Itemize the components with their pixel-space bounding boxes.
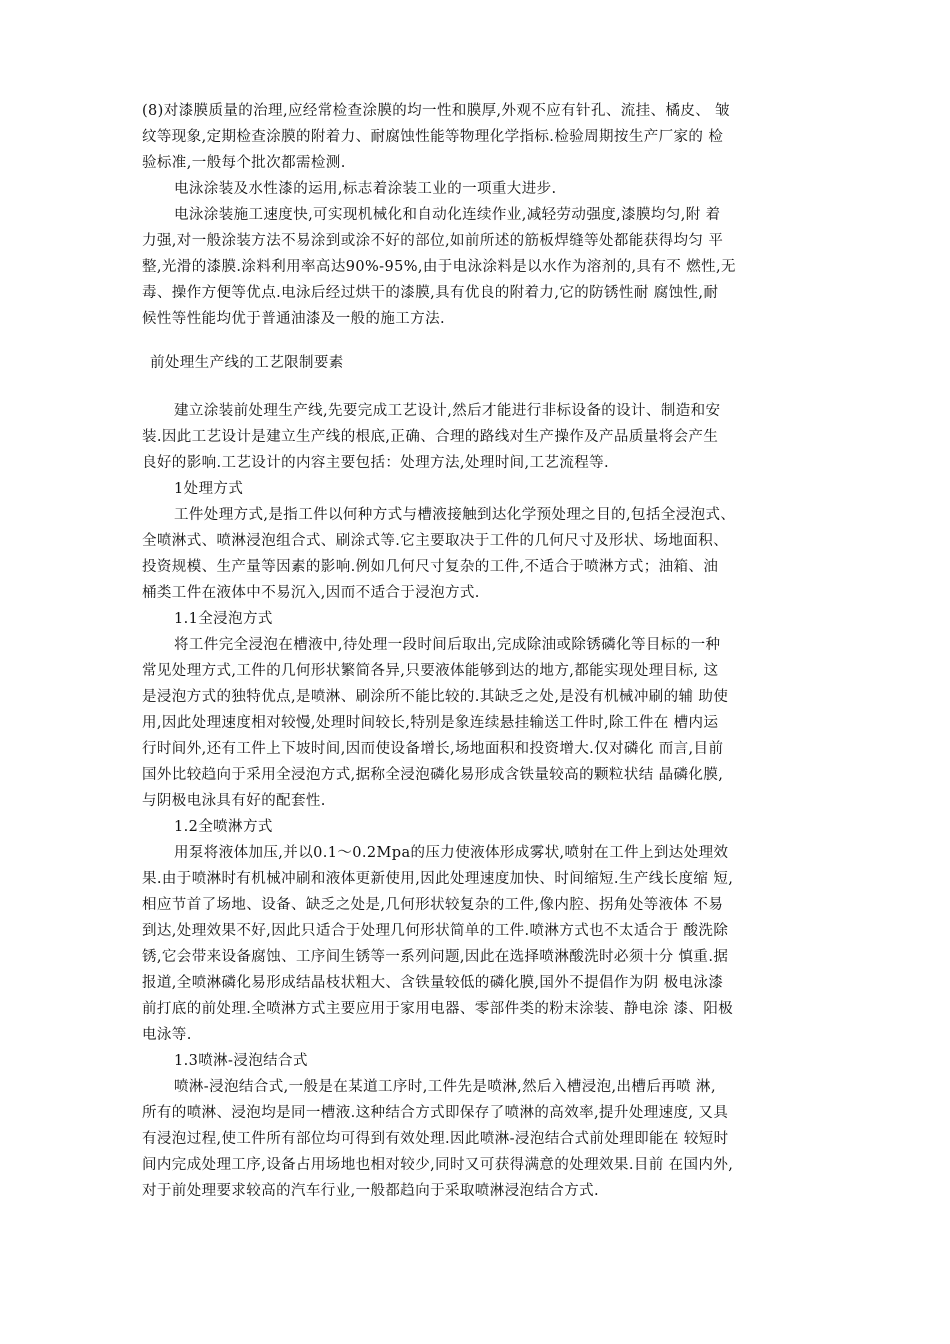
combined-line-3: 有浸泡过程,使工件所有部位均可得到有效处理.因此喷淋-浸泡结合式前处理即能在 较短时: [142, 1131, 729, 1147]
electrophoresis-paragraph-line-2: 力强,对一般涂装方法不易涂到或涂不好的部位,如前所述的筋板焊缝等处都能获得均匀 平: [142, 233, 724, 249]
combined-line-5: 对于前处理要求较高的汽车行业,一般都趋向于采取喷淋浸泡结合方式.: [142, 1183, 600, 1199]
paragraph-8-line-1: (8)对漆膜质量的治理,应经常检查涂膜的均一性和膜厚,外观不应有针孔、流挂、橘皮、 皱: [142, 103, 731, 119]
paragraph-8-line-3: 验标准,一般每个批次都需检测.: [142, 155, 346, 171]
subheading-1: 1处理方式: [174, 481, 244, 497]
immersion-line-7: 与阴极电泳具有好的配套性.: [142, 793, 326, 809]
combined-line-2: 所有的喷淋、浸泡均是同一槽液.这种结合方式即保存了喷淋的高效率,提升处理速度, 又具: [142, 1105, 729, 1121]
spray-line-1: 用泵将液体加压,并以0.1〜0.2Mpa的压力使液体形成雾状,喷射在工件上到达处理效: [174, 845, 729, 861]
spray-line-6: 报道,全喷淋磷化易形成结晶枝状粗大、含铁量较低的磷化膜,国外不提倡作为阴 极电泳漆: [142, 975, 724, 991]
immersion-line-1: 将工件完全浸泡在槽液中,待处理一段时间后取出,完成除油或除锈磷化等目标的一种: [174, 637, 721, 653]
spray-line-8: 电泳等.: [142, 1027, 192, 1043]
immersion-line-6: 国外比较趋向于采用全浸泡方式,据称全浸泡磷化易形成含铁量较高的颗粒状结 晶磷化膜,: [142, 767, 724, 783]
treatment-method-line-1: 工件处理方式,是指工件以何种方式与槽液接触到达化学预处理之目的,包括全浸泡式、: [174, 507, 736, 523]
subheading-1-1: 1.1全浸泡方式: [174, 611, 273, 627]
immersion-line-3: 是浸泡方式的独特优点,是喷淋、刷涂所不能比较的.其缺乏之处,是没有机械冲刷的辅 助使: [142, 689, 729, 705]
process-design-line-2: 装.因此工艺设计是建立生产线的根底,正确、合理的路线对生产操作及产品质量将会产生: [142, 429, 719, 445]
subheading-1-2: 1.2全喷淋方式: [174, 819, 273, 835]
section-heading: 前处理生产线的工艺限制要素: [150, 355, 344, 371]
process-design-line-1: 建立涂装前处理生产线,先要完成工艺设计,然后才能进行非标设备的设计、制造和安: [174, 403, 721, 419]
electrophoresis-intro-line: 电泳涂装及水性漆的运用,标志着涂装工业的一项重大进步.: [174, 181, 557, 197]
treatment-method-line-3: 投资规模、生产量等因素的影响.例如几何尺寸复杂的工件,不适合于喷淋方式；油箱、油: [142, 559, 719, 575]
subheading-1-3: 1.3喷淋-浸泡结合式: [174, 1053, 308, 1069]
spray-line-3: 相应节首了场地、设备、缺乏之处是,几何形状较复杂的工件,像内腔、拐角处等液体 不易: [142, 897, 724, 913]
electrophoresis-paragraph-line-1: 电泳涂装施工速度快,可实现机械化和自动化连续作业,减轻劳动强度,漆膜均匀,附 着: [174, 207, 721, 223]
electrophoresis-paragraph-line-3: 整,光滑的漆膜.涂料利用率高达90%-95%,由于电泳涂料是以水作为溶剂的,具有不 燃性,无: [142, 259, 736, 275]
spray-line-5: 锈,它会带来设备腐蚀、工序间生锈等一系列问题,因此在选择喷淋酸洗时必须十分 慎重.据: [142, 949, 729, 965]
spray-line-4: 到达,处理效果不好,因此只适合于处理几何形状简单的工件.喷淋方式也不太适合于 酸洗除: [142, 923, 729, 939]
electrophoresis-paragraph-line-4: 毒、操作方便等优点.电泳后经过烘干的漆膜,具有优良的附着力,它的防锈性耐 腐蚀性,耐: [142, 285, 719, 301]
combined-line-1: 喷淋-浸泡结合式,一般是在某道工序时,工件先是喷淋,然后入槽浸泡,出槽后再喷 淋,: [174, 1079, 716, 1095]
spray-line-2: 果.由于喷淋时有机械冲刷和液体更新使用,因此处理速度加快、时间缩短.生产线长度缩 短,: [142, 871, 734, 887]
immersion-line-5: 行时间外,还有工件上下坡时间,因而使设备增长,场地面积和投资增大.仅对磷化 而言,目前: [142, 741, 724, 757]
paragraph-8-line-2: 纹等现象,定期检查涂膜的附着力、耐腐蚀性能等物理化学指标.检验周期按生产厂家的 检: [142, 129, 724, 145]
immersion-line-2: 常见处理方式,工件的几何形状繁简各异,只要液体能够到达的地方,都能实现处理目标, 这: [142, 663, 719, 679]
spray-line-7: 前打底的前处理.全喷淋方式主要应用于家用电器、零部件类的粉末涂装、静电涂 漆、阳极: [142, 1001, 734, 1017]
combined-line-4: 间内完成处理工序,设备占用场地也相对较少,同时又可获得满意的处理效果.目前 在国内外,: [142, 1157, 734, 1173]
treatment-method-line-2: 全喷淋式、喷淋浸泡组合式、刷涂式等.它主要取决于工件的几何尺寸及形状、场地面积、: [142, 533, 729, 549]
immersion-line-4: 用,因此处理速度相对较慢,处理时间较长,特别是象连续悬挂输送工件时,除工件在 槽内运: [142, 715, 719, 731]
treatment-method-line-4: 桶类工件在液体中不易沉入,因而不适合于浸泡方式.: [142, 585, 480, 601]
electrophoresis-paragraph-line-5: 候性等性能均优于普通油漆及一般的施工方法.: [142, 311, 446, 327]
process-design-line-3: 良好的影响.工艺设计的内容主要包括：处理方法,处理时间,工艺流程等.: [142, 455, 610, 471]
